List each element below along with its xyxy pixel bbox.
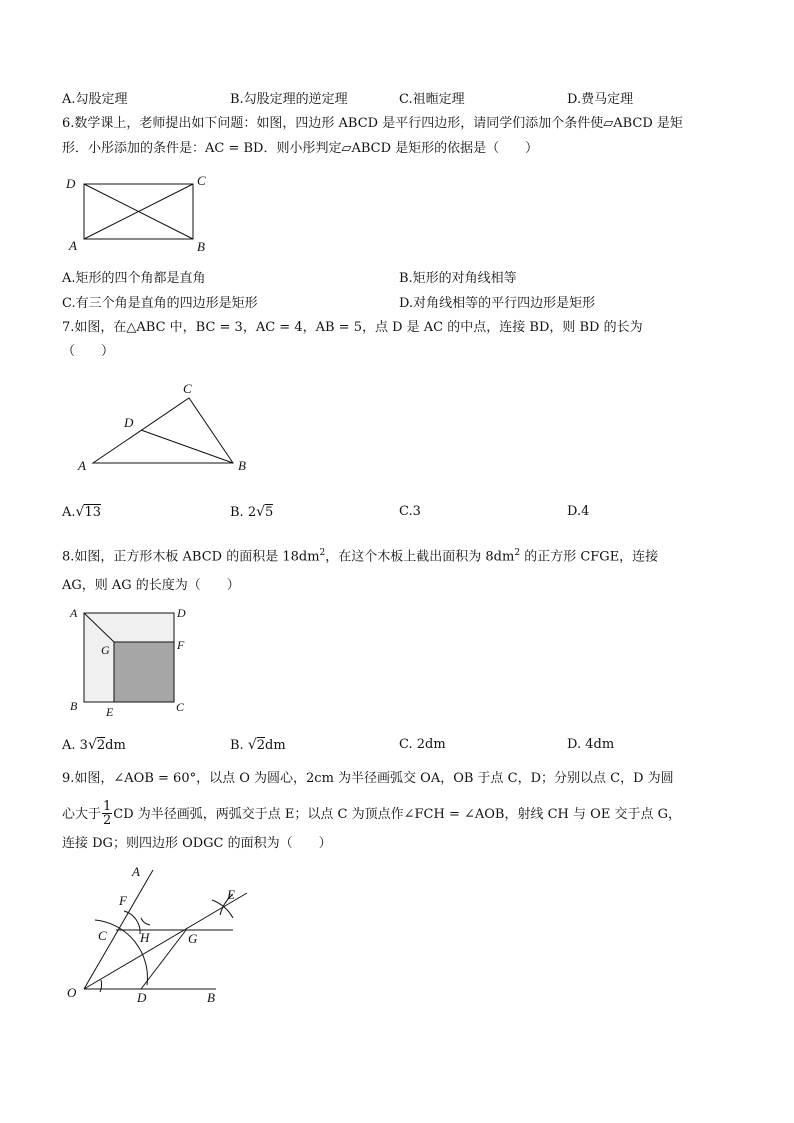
q6-option-a: A.矩形的四个角都是直角 <box>62 271 206 286</box>
q6-label-a: A <box>69 238 77 253</box>
q8-option-c: C. 2dm <box>399 737 446 752</box>
q8-label-d: D <box>177 606 186 620</box>
q7-label-b: B <box>238 458 246 473</box>
q9-stem-line1: 9.如图，∠AOB = 60°，以点 O 为圆心，2cm 为半径画弧交 OA，OB 于点 C，D；分别以点 C，D 为圆 <box>62 771 674 786</box>
q9-label-f: F <box>119 893 127 908</box>
q5-option-c: C.祖暅定理 <box>399 92 465 107</box>
q8-option-d: D. 4dm <box>567 737 615 752</box>
q6-label-d: D <box>66 176 76 191</box>
q8-option-a: A. 3√2dm <box>62 737 126 753</box>
q9-label-d: D <box>137 990 147 1005</box>
q8-label-f: F <box>177 638 185 652</box>
q9-label-a: A <box>132 864 140 879</box>
q7-label-a: A <box>78 458 86 473</box>
q7-option-c: C.3 <box>399 504 421 519</box>
q6-label-c: C <box>197 173 206 188</box>
q8-stem-line2: AG，则 AG 的长度为（ ） <box>62 578 240 593</box>
q8-label-e: E <box>106 705 114 719</box>
q7-label-d: D <box>124 415 134 430</box>
q7-option-a: A.√13 <box>62 504 101 520</box>
q9-label-h: H <box>140 930 150 945</box>
q6-option-b: B.矩形的对角线相等 <box>399 271 517 286</box>
q8-label-g: G <box>101 643 110 657</box>
q9-label-g: G <box>188 931 198 946</box>
q8-label-a: A <box>70 606 78 620</box>
q7-label-c: C <box>183 381 192 396</box>
q8-stem-line1: 8.如图，正方形木板 ABCD 的面积是 $18dm^2$，在这个木板上截出面积为 $8dm^2$ 的正方形 CFGE，连接 <box>62 548 659 565</box>
q7-stem-line1: 7.如图，在△ABC 中，BC = 3，AC = 4，AB = 5，点 D 是 AC 的中点，连接 BD，则 BD 的长为 <box>62 320 643 335</box>
q6-label-b: B <box>197 239 205 254</box>
q6-stem-line1: 6.数学课上，老师提出如下问题：如图，四边形 ABCD 是平行四边形，请同学们添加个条件使▱ABCD 是矩 <box>62 116 683 131</box>
q6-option-c: C.有三个角是直角的四边形是矩形 <box>62 296 258 311</box>
q6-option-d: D.对角线相等的平行四边形是矩形 <box>399 296 596 311</box>
q9-label-b: B <box>207 990 215 1005</box>
q8-label-c: C <box>176 700 185 714</box>
q7-stem-line2: （ ） <box>62 344 115 359</box>
q9-label-e: E <box>227 887 235 902</box>
q8-label-b: B <box>70 699 78 713</box>
q5-option-b: B.勾股定理的逆定理 <box>230 92 348 107</box>
q9-label-c: C <box>98 928 107 943</box>
q9-stem-line3: 连接 DG；则四边形 ODGC 的面积为（ ） <box>62 836 332 851</box>
q8-option-b: B. √2dm <box>230 737 286 753</box>
q6-stem-line2: 形．小彤添加的条件是：AC = BD．则小彤判定▱ABCD 是矩形的依据是（ ） <box>62 141 539 156</box>
q9-label-o: O <box>67 985 77 1000</box>
q7-option-b: B. 2√5 <box>230 504 274 520</box>
q5-option-a: A.勾股定理 <box>62 92 128 107</box>
q7-option-d: D.4 <box>567 504 590 519</box>
q9-stem-line2: 心大于 $\frac{1}{2}$ CD 为半径画弧，两弧交于点 E；以点 C 为顶点作∠FCH = ∠AOB，射线 CH 与 OE 交于点 G， <box>62 799 681 828</box>
q5-option-d: D.费马定理 <box>567 92 634 107</box>
